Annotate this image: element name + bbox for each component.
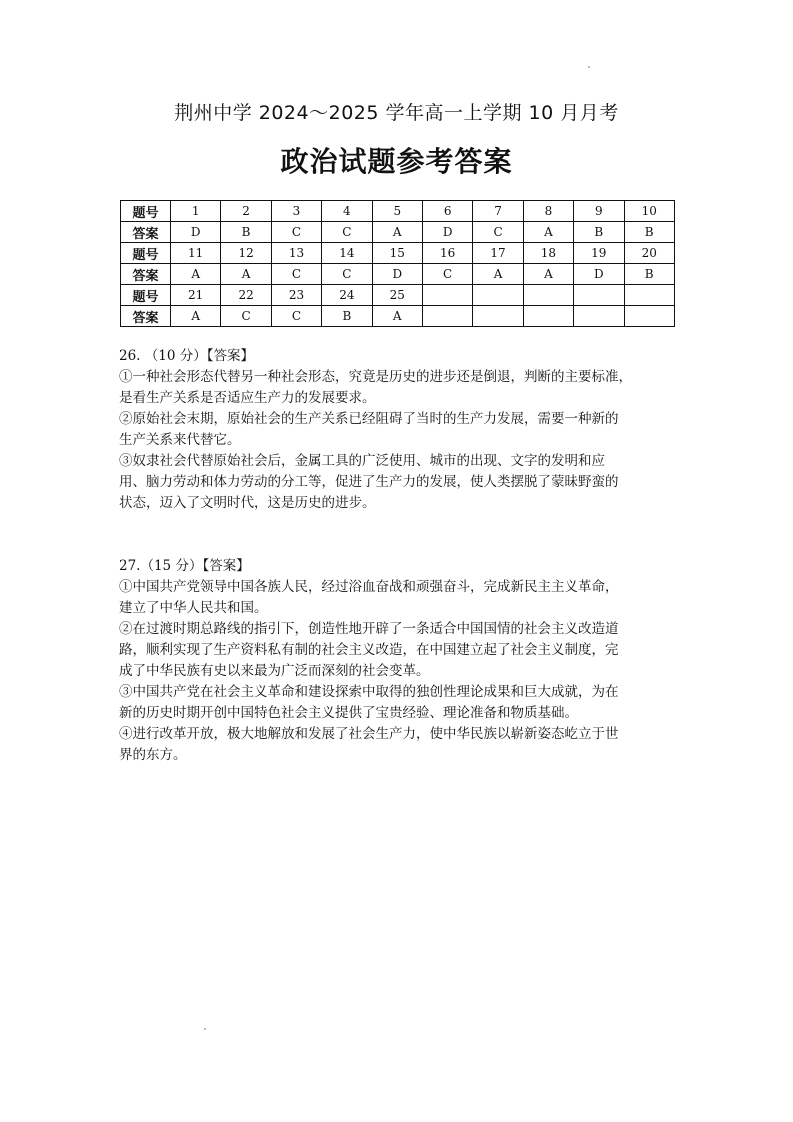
answer-cell: A: [171, 306, 221, 327]
answer-label: 答案: [121, 222, 171, 243]
question-number-cell: 17: [473, 243, 523, 264]
answer-cell: A: [372, 222, 422, 243]
answer-line: ②原始社会末期，原始社会的生产关系已经阻碍了当时的生产力发展，需要一种新的: [119, 411, 619, 427]
question-number-label: 题号: [121, 243, 171, 264]
answer-cell: C: [271, 306, 321, 327]
answer-line: 用、脑力劳动和体力劳动的分工等，促进了生产力的发展，使人类摆脱了蒙昧野蛮的: [119, 474, 619, 490]
answer-line: ①中国共产党领导中国各族人民，经过浴血奋战和顽强奋斗，完成新民主主义革命，: [119, 579, 619, 595]
question-number-cell: 5: [372, 201, 422, 222]
question-number-cell: 7: [473, 201, 523, 222]
question-number-cell: 18: [523, 243, 573, 264]
answer-cell: C: [322, 264, 372, 285]
answer-line: ④进行改革开放，极大地解放和发展了社会生产力，使中华民族以崭新姿态屹立于世: [119, 726, 619, 742]
answer-label: 答案: [121, 264, 171, 285]
answer-row: [121, 222, 675, 243]
answer-line: 新的历史时期开创中国特色社会主义提供了宝贵经验、理论准备和物质基础。: [119, 705, 578, 721]
answer-line: 是看生产关系是否适应生产力的发展要求。: [119, 390, 376, 406]
question-number-cell: 6: [422, 201, 472, 222]
question-number-cell: 16: [422, 243, 472, 264]
question-number-cell: [574, 285, 624, 306]
answer-cell: C: [221, 306, 271, 327]
answer-cell: D: [574, 264, 624, 285]
question-number-cell: 8: [523, 201, 573, 222]
question-number-cell: 3: [271, 201, 321, 222]
answer-table: [120, 200, 675, 327]
answer-line: 成了中华民族有史以来最为广泛而深刻的社会变革。: [119, 663, 430, 679]
question-number-cell: 24: [322, 285, 372, 306]
answer-label: 答案: [121, 306, 171, 327]
answer-line: 路，顺利实现了生产资料私有制的社会主义改造，在中国建立起了社会主义制度，完: [119, 642, 619, 658]
question-number-cell: 1: [171, 201, 221, 222]
question-number-cell: 13: [271, 243, 321, 264]
document-title: 政治试题参考答案: [280, 145, 513, 178]
question-number-cell: 2: [221, 201, 271, 222]
question-number-cell: [624, 285, 674, 306]
question-26-heading: 26. （10 分）【答案】: [119, 348, 254, 364]
answer-line: 界的东方。: [119, 747, 187, 763]
question-27-answer: [119, 556, 679, 766]
question-number-cell: 22: [221, 285, 271, 306]
answer-line: ①一种社会形态代替另一种社会形态，究竟是历史的进步还是倒退，判断的主要标准，: [119, 369, 632, 385]
question-number-cell: 11: [171, 243, 221, 264]
answer-cell: D: [422, 222, 472, 243]
answer-cell: [574, 306, 624, 327]
answer-cell: C: [473, 222, 523, 243]
answer-cell: C: [271, 222, 321, 243]
question-number-cell: 25: [372, 285, 422, 306]
answer-cell: [624, 306, 674, 327]
answer-cell: B: [574, 222, 624, 243]
answer-line: ③中国共产党在社会主义革命和建设探索中取得的独创性理论成果和巨大成就，为在: [119, 684, 619, 700]
answer-cell: [473, 306, 523, 327]
answer-cell: B: [624, 264, 674, 285]
question-number-cell: [422, 285, 472, 306]
question-number-cell: [523, 285, 573, 306]
question-number-cell: 15: [372, 243, 422, 264]
answer-cell: C: [322, 222, 372, 243]
question-number-cell: [473, 285, 523, 306]
answer-cell: B: [624, 222, 674, 243]
question-number-cell: 23: [271, 285, 321, 306]
answer-row: [121, 306, 675, 327]
answer-cell: B: [221, 222, 271, 243]
answer-cell: B: [322, 306, 372, 327]
scan-speck: [588, 66, 590, 68]
answer-table-body: [121, 201, 675, 327]
scan-speck: [204, 1028, 206, 1030]
question-number-row: [121, 285, 675, 306]
answer-cell: D: [372, 264, 422, 285]
question-26-answer: [119, 346, 679, 514]
question-number-cell: 20: [624, 243, 674, 264]
answer-line: 建立了中华人民共和国。: [119, 600, 268, 616]
question-number-cell: 10: [624, 201, 674, 222]
answer-row: [121, 264, 675, 285]
answer-cell: C: [271, 264, 321, 285]
question-27-heading: 27.（15 分）【答案】: [119, 558, 250, 574]
question-number-cell: 14: [322, 243, 372, 264]
answer-cell: A: [171, 264, 221, 285]
question-number-cell: 9: [574, 201, 624, 222]
answer-cell: A: [523, 222, 573, 243]
question-number-label: 题号: [121, 201, 171, 222]
exam-title: 荆州中学 2024～2025 学年高一上学期 10 月月考: [174, 102, 619, 124]
answer-cell: A: [523, 264, 573, 285]
answer-cell: C: [422, 264, 472, 285]
answer-line: 生产关系来代替它。: [119, 432, 241, 448]
answer-line: 状态，迈入了文明时代，这是历史的进步。: [119, 495, 376, 511]
question-number-label: 题号: [121, 285, 171, 306]
question-number-cell: 19: [574, 243, 624, 264]
question-number-cell: 12: [221, 243, 271, 264]
answer-cell: A: [221, 264, 271, 285]
answer-cell: A: [473, 264, 523, 285]
answer-cell: D: [171, 222, 221, 243]
question-number-cell: 4: [322, 201, 372, 222]
answer-cell: A: [372, 306, 422, 327]
question-number-row: [121, 243, 675, 264]
answer-line: ③奴隶社会代替原始社会后，金属工具的广泛使用、城市的出现、文字的发明和应: [119, 453, 605, 469]
question-number-row: [121, 201, 675, 222]
answer-cell: [422, 306, 472, 327]
answer-line: ②在过渡时期总路线的指引下，创造性地开辟了一条适合中国国情的社会主义改造道: [119, 621, 619, 637]
answer-cell: [523, 306, 573, 327]
question-number-cell: 21: [171, 285, 221, 306]
